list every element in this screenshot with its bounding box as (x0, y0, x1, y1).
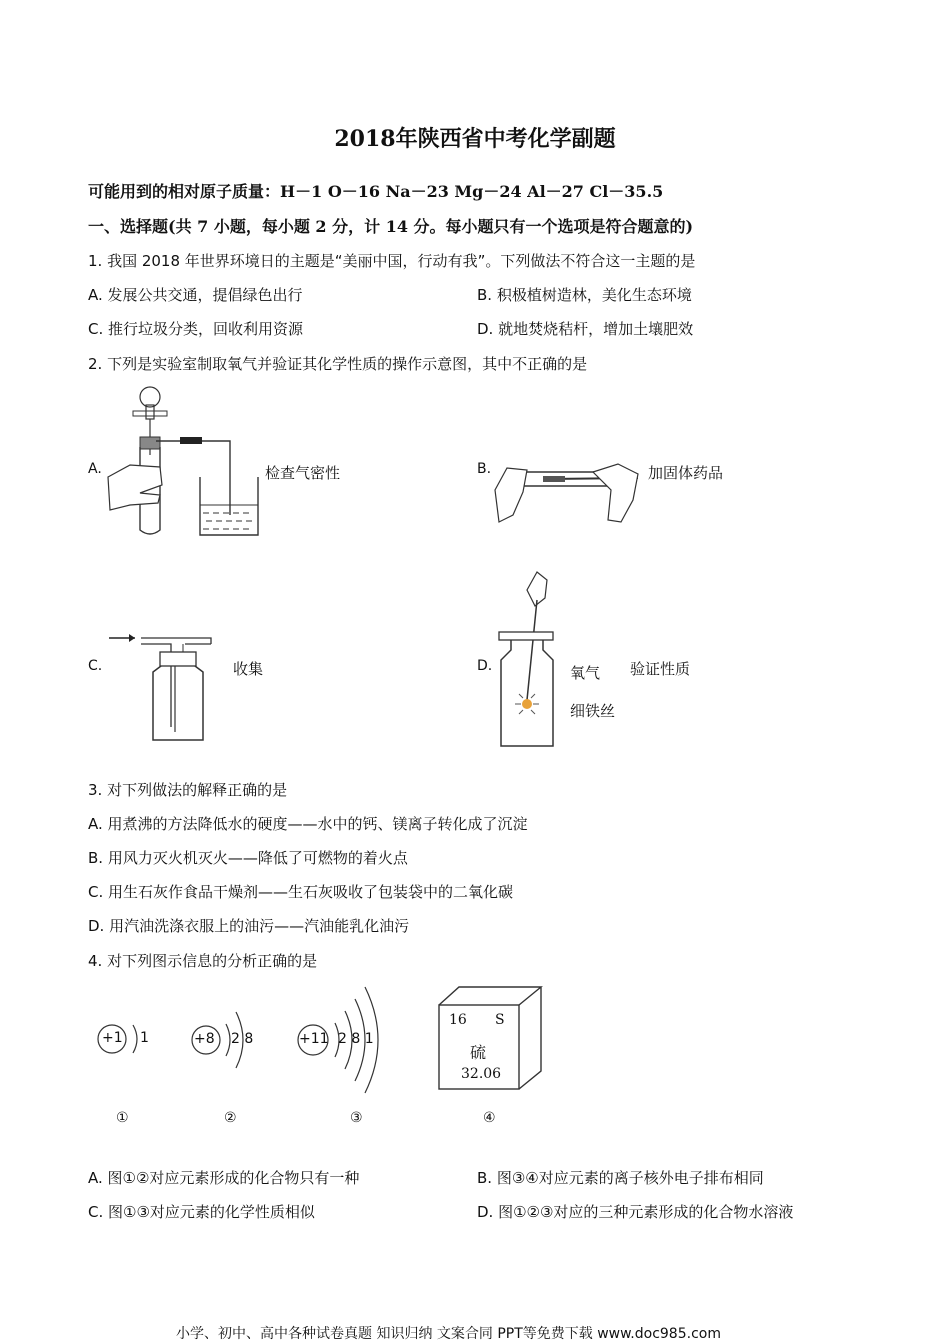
q2-fig-d-label-oxygen: 氧气 (570, 664, 601, 682)
q1-option-d: D. 就地焚烧秸杆，增加土壤肥效 (477, 320, 694, 338)
atom-1-electrons: 1 (140, 1030, 149, 1046)
q1-stem: 1. 我国 2018 年世界环境日的主题是“美丽中国，行动有我”。下列做法不符合这一主题的是 (88, 252, 696, 270)
q2-fig-d-label-wire: 细铁丝 (570, 702, 616, 720)
q2-fig-c-caption: 收集 (233, 660, 264, 678)
atom-2-nucleus: +8 (194, 1031, 215, 1047)
element-symbol: S (495, 1012, 505, 1028)
q4-option-c: C. 图①③对应元素的化学性质相似 (88, 1203, 315, 1221)
figure-label-1: ① (116, 1110, 129, 1126)
atom-3-electrons: 2 8 1 (338, 1031, 374, 1047)
atom-1-nucleus: +1 (102, 1030, 123, 1046)
q2-fig-c-letter: C. (88, 658, 103, 674)
q2-fig-a-letter: A. (88, 461, 102, 477)
q2-fig-a-caption: 检查气密性 (265, 464, 341, 482)
q2-fig-b-letter: B. (477, 461, 492, 477)
footer-text: 小学、初中、高中各种试卷真题 知识归纳 文案合同 PPT等免费下载 www.doc985.com (176, 1326, 721, 1342)
q4-option-a: A. 图①②对应元素形成的化合物只有一种 (88, 1169, 360, 1187)
gas-collection-figure (105, 632, 220, 747)
section-heading: 一、选择题(共 7 小题，每小题 2 分，计 14 分。每小题只有一个选项是符合题意的) (88, 217, 694, 236)
q3-option-c: C. 用生石灰作食品干燥剂——生石灰吸收了包装袋中的二氧化碳 (88, 883, 514, 901)
q3-stem: 3. 对下列做法的解释正确的是 (88, 781, 288, 799)
atom-2-electrons: 2 8 (231, 1031, 254, 1047)
q4-option-d: D. 图①②③对应的三种元素形成的化合物水溶液 (477, 1203, 794, 1221)
q1-option-a: A. 发展公共交通，提倡绿色出行 (88, 286, 303, 304)
add-solid-figure (493, 460, 643, 530)
figure-label-2: ② (224, 1110, 237, 1126)
atom-3-nucleus: +11 (299, 1031, 329, 1047)
q3-option-a: A. 用煮沸的方法降低水的硬度——水中的钙、镁离子转化成了沉淀 (88, 815, 528, 833)
q1-option-b: B. 积极植树造林，美化生态环境 (477, 286, 692, 304)
q2-fig-d-letter: D. (477, 658, 493, 674)
figure-label-4: ④ (483, 1110, 496, 1126)
q3-option-d: D. 用汽油洗涤衣服上的油污——汽油能乳化油污 (88, 917, 410, 935)
q3-option-b: B. 用风力灭火机灭火——降低了可燃物的着火点 (88, 849, 408, 867)
q1-option-c: C. 推行垃圾分类，回收利用资源 (88, 320, 304, 338)
q4-option-b: B. 图③④对应元素的离子核外电子排布相同 (477, 1169, 764, 1187)
q2-fig-d-caption: 验证性质 (630, 660, 691, 678)
element-number: 16 (449, 1012, 467, 1028)
element-name: 硫 (470, 1043, 487, 1062)
element-mass: 32.06 (461, 1066, 502, 1082)
q2-stem: 2. 下列是实验室制取氧气并验证其化学性质的操作示意图，其中不正确的是 (88, 355, 588, 373)
q2-fig-b-caption: 加固体药品 (648, 464, 724, 482)
figure-label-3: ③ (350, 1110, 363, 1126)
atomic-masses: 可能用到的相对原子质量：H－1 O－16 Na－23 Mg－24 Al－27 Cl－35.5 (88, 182, 664, 201)
oxygen-property-figure (497, 570, 567, 750)
q4-stem: 4. 对下列图示信息的分析正确的是 (88, 952, 318, 970)
page-title: 2018年陕西省中考化学副题 (334, 126, 616, 152)
airtightness-check-figure (100, 385, 260, 540)
